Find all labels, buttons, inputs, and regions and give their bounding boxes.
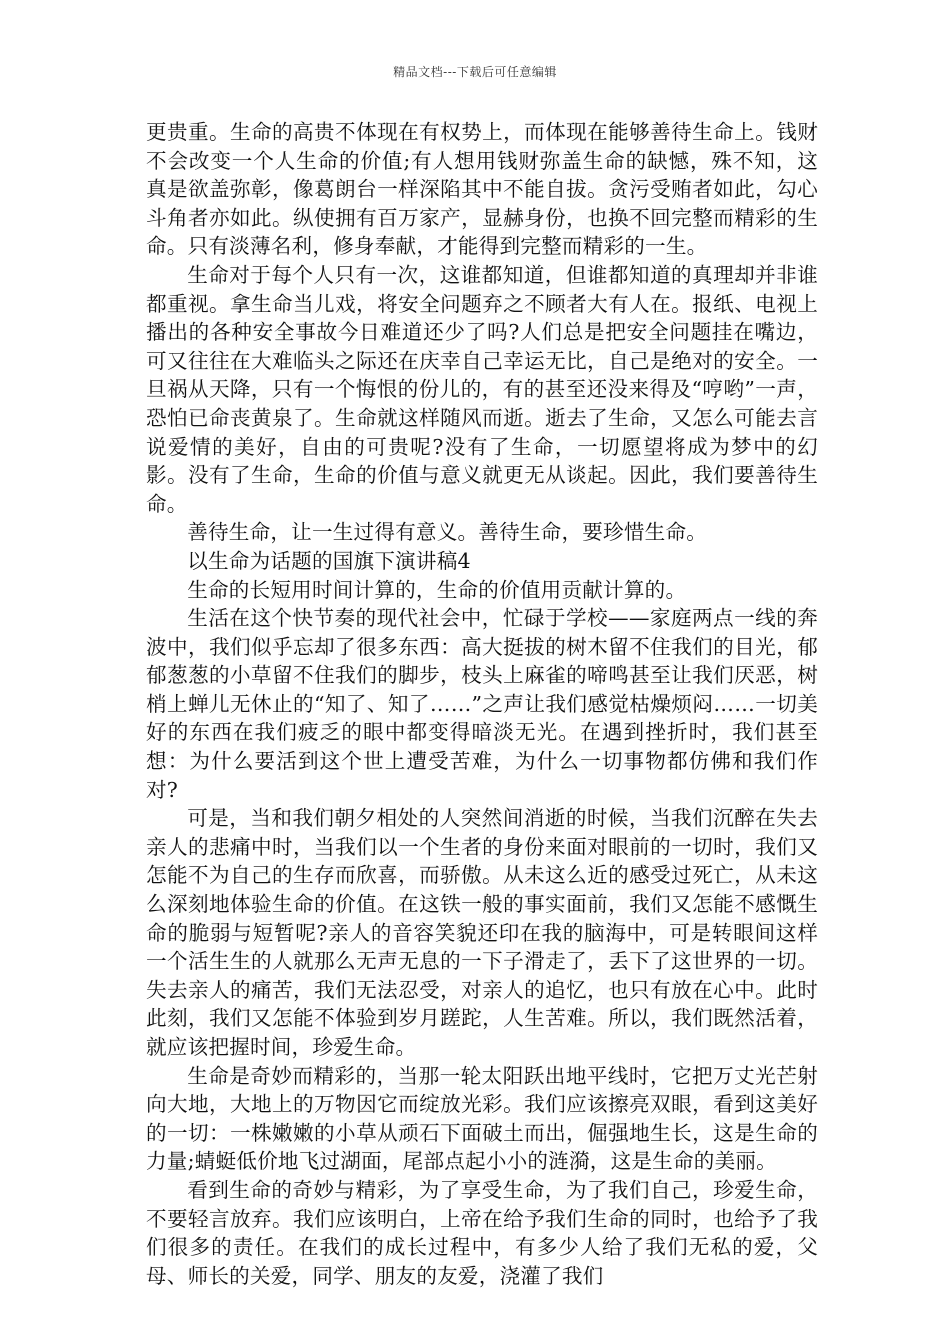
document-body (146, 118, 818, 1290)
section-title: 以生命为话题的国旗下演讲稿4 (187, 548, 471, 573)
paragraph-3: 善待生命，让一生过得有意义。善待生命，要珍惜生命。 (187, 520, 708, 545)
paragraph-4: 生命的长短用时间计算的，生命的价值用贡献计算的。 (187, 577, 687, 602)
paragraph-6: 可是，当和我们朝夕相处的人突然间消逝的时候，当我们沉醉在失去亲人的悲痛中时，当我们以一个生者的身份来面对眼前的一切时，我们又怎能不为自己的生存而欣喜，而骄傲。从未这么近的感受过死亡，从未这么深刻地体验生命的价值。在这铁一般的事实面前，我们又怎能不感慨生命的脆弱与短暂呢?亲人的音容笑貌还印在我的脑海中，可是转眼间这样一个活生生的人就那么无声无息的一下子滑走了，丢下了这世界的一切。失去亲人的痛苦，我们无法忍受，对亲人的追忆，也只有放在心中。此时此刻，我们又怎能不体验到岁月蹉跎，人生苦难。所以，我们既然活着，就应该把握时间，珍爱生命。 (146, 806, 818, 1059)
paragraph-8: 看到生命的奇妙与精彩，为了享受生命，为了我们自己，珍爱生命，不要轻言放弃。我们应该明白，上帝在给予我们生命的同时，也给予了我们很多的责任。在我们的成长过程中，有多少人给了我们无私的爱，父母、师长的关爱，同学、朋友的友爱，浇灌了我们 (146, 1177, 818, 1288)
paragraph-1: 更贵重。生命的高贵不体现在有权势上，而体现在能够善待生命上。钱财不会改变一个人生命的价值;有人想用钱财弥盖生命的缺憾，殊不知，这真是欲盖弥彰，像葛朗台一样深陷其中不能自拔。贪污受贿者如此，勾心斗角者亦如此。纵使拥有百万家产，显赫身份，也换不回完整而精彩的生命。只有淡薄名利，修身奉献，才能得到完整而精彩的一生。 (146, 120, 818, 259)
paragraph-7: 生命是奇妙而精彩的，当那一轮太阳跃出地平线时，它把万丈光芒射向大地，大地上的万物因它而绽放光彩。我们应该擦亮双眼，看到这美好的一切：一株嫩嫩的小草从顽石下面破土而出，倔强地生长，这是生命的力量;蜻蜓低价地飞过湖面，尾部点起小小的涟漪，这是生命的美丽。 (146, 1063, 818, 1174)
paragraph-5: 生活在这个快节奏的现代社会中，忙碌于学校——家庭两点一线的奔波中，我们似乎忘却了很多东西：高大挺拔的树木留不住我们的目光，郁郁葱葱的小草留不住我们的脚步，枝头上麻雀的啼鸣甚至让我们厌恶，树梢上蝉儿无休止的“知了、知了……”之声让我们感觉枯燥烦闷……一切美好的东西在我们疲乏的眼中都变得暗淡无光。在遇到挫折时，我们甚至想：为什么要活到这个世上遭受苦难，为什么一切事物都仿佛和我们作对? (146, 606, 818, 802)
paragraph-2: 生命对于每个人只有一次，这谁都知道，但谁都知道的真理却并非谁都重视。拿生命当儿戏，将安全问题弃之不顾者大有人在。报纸、电视上播出的各种安全事故今日难道还少了吗?人们总是把安全问题挂在嘴边，可又往往在大难临头之际还在庆幸自己幸运无比，自己是绝对的安全。一旦祸从天降，只有一个悔恨的份儿的，有的甚至还没来得及“哼哟”一声，恐怕已命丧黄泉了。生命就这样随风而逝。逝去了生命，又怎么可能去言说爱情的美好，自由的可贵呢?没有了生命，一切愿望将成为梦中的幻影。没有了生命，生命的价值与意义就更无从谈起。因此，我们要善待生命。 (146, 262, 818, 516)
page-header: 精品文档---下载后可任意编辑 (393, 65, 557, 79)
